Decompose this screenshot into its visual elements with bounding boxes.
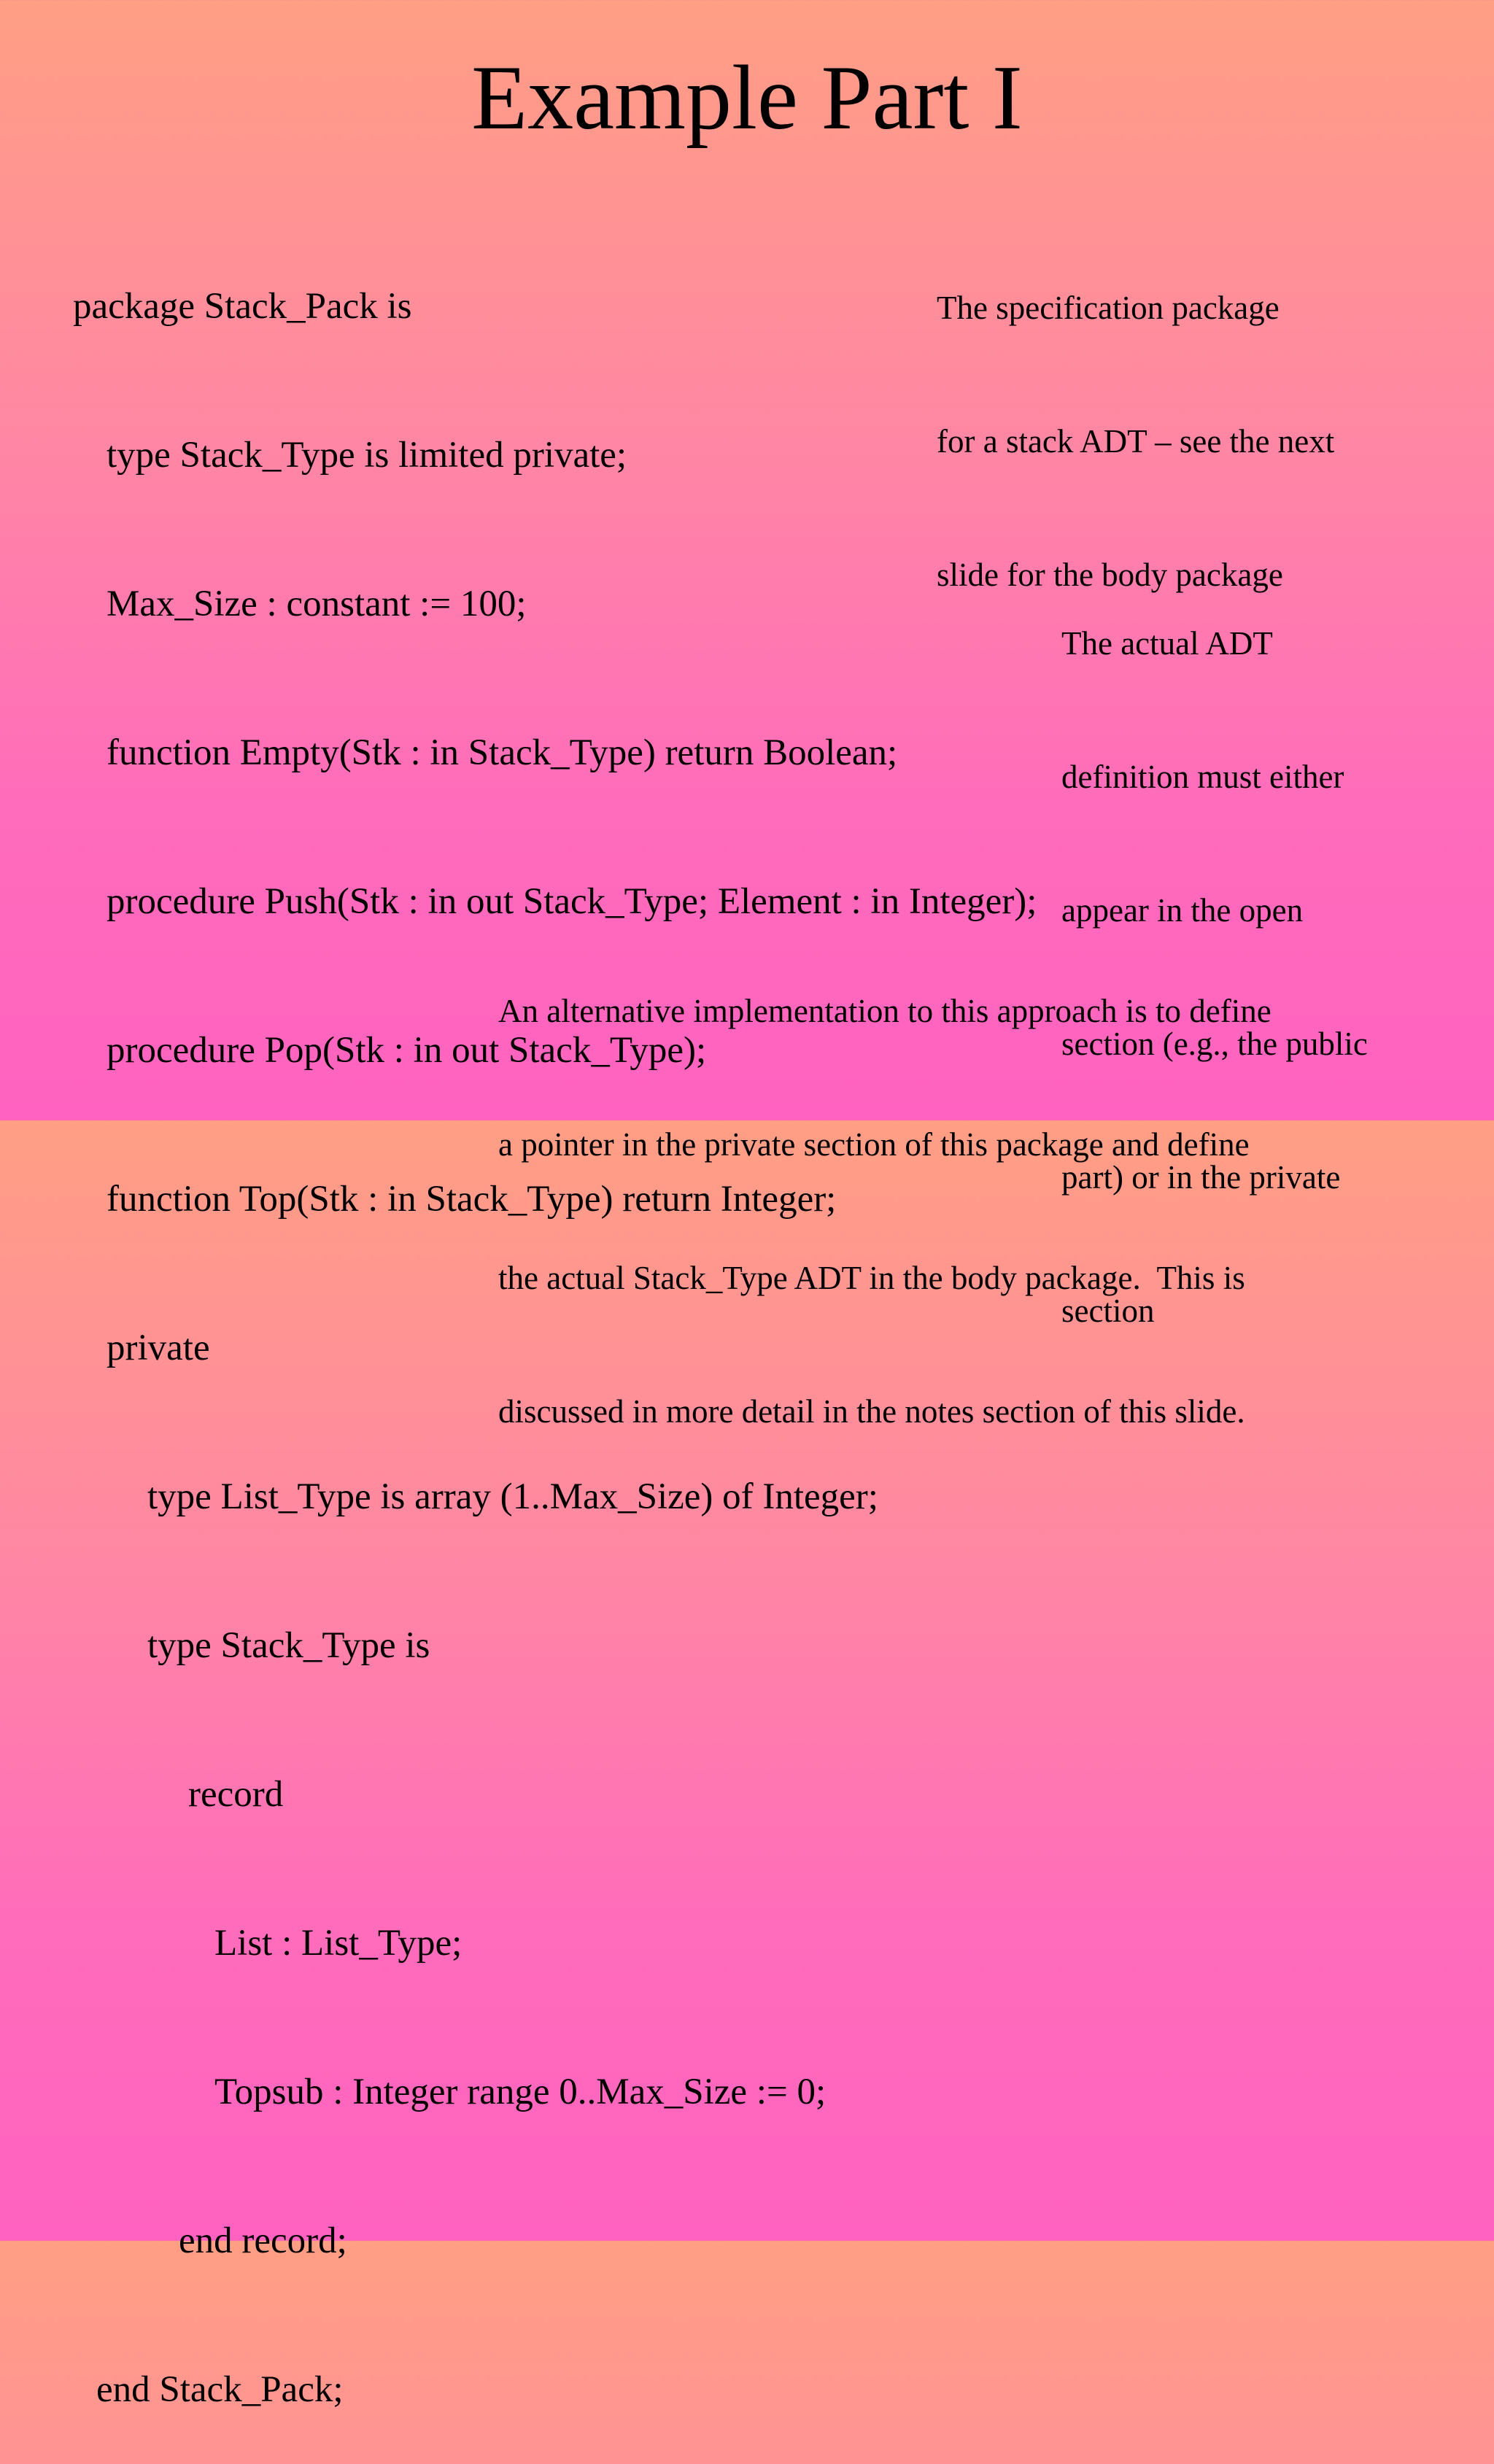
note-line: The actual ADT <box>1061 625 1273 662</box>
code-line: function Empty(Stk : in Stack_Type) return Boolean; <box>107 732 898 773</box>
code-line: Max_Size : constant := 100; <box>107 584 527 624</box>
code-line: function Top(Stk : in Stack_Type) return Integer; <box>107 1179 837 1220</box>
code-line: type List_Type is array (1..Max_Size) of Integer; <box>147 1476 878 1517</box>
slide-title: Example Part I <box>471 47 1023 149</box>
note-line: appear in the open <box>1061 892 1304 929</box>
note-line: a pointer in the private section of this package and define <box>498 1126 1250 1163</box>
note-line: slide for the body package <box>937 557 1283 593</box>
code-line: procedure Pop(Stk : in out Stack_Type); <box>107 1030 707 1071</box>
note-line: section <box>1061 1293 1155 1329</box>
code-line: procedure Push(Stk : in out Stack_Type; Element : in Integer); <box>107 881 1037 922</box>
code-line: private <box>107 1328 210 1368</box>
note-line: discussed in more detail in the notes section of this slide. <box>498 1393 1245 1430</box>
code-line: List : List_Type; <box>214 1923 462 1964</box>
note-line: the actual Stack_Type ADT in the body package. This is <box>498 1260 1245 1296</box>
note-line: definition must either <box>1061 759 1344 795</box>
code-line: end Stack_Pack; <box>96 2369 344 2410</box>
note-line: An alternative implementation to this approach is to define <box>498 993 1272 1029</box>
note-alternative-implementation <box>498 900 1272 1479</box>
code-line: package Stack_Pack is <box>73 286 412 327</box>
code-line: end record; <box>179 2220 347 2261</box>
note-line: for a stack ADT – see the next <box>937 423 1335 460</box>
code-line: type Stack_Type is <box>147 1625 430 1666</box>
note-line: section (e.g., the public <box>1061 1026 1368 1062</box>
code-line: type Stack_Type is limited private; <box>107 435 627 476</box>
note-line: The specification package <box>937 290 1280 326</box>
code-line: record <box>188 1774 284 1815</box>
note-line: part) or in the private <box>1061 1159 1341 1196</box>
code-line: Topsub : Integer range 0..Max_Size := 0; <box>214 2072 827 2112</box>
